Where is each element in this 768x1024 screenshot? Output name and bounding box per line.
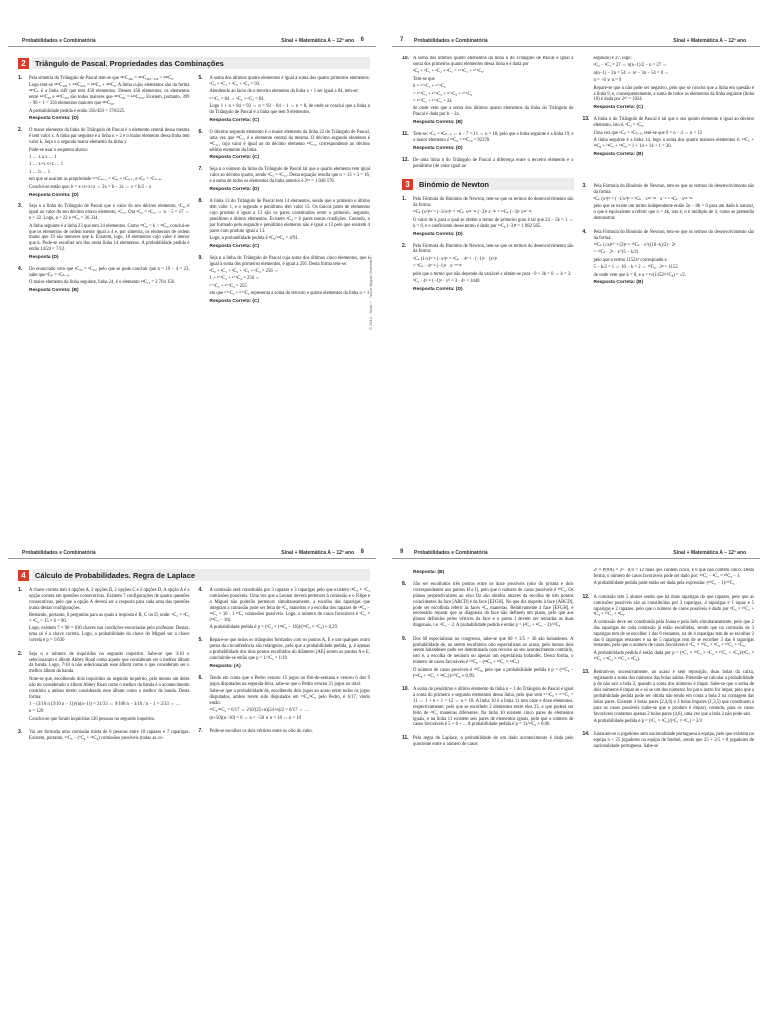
item-line: Logo, existem 7 × 90 = 630 chaves nas condições enunciadas pelo professor. Destas, uma só é a chave correta. Logo, a probabilidade da chave do Miguel ser a chave correta é p = 1/630 [29, 626, 190, 644]
item-body [210, 167, 371, 193]
solution-item [402, 568, 574, 576]
item-line: em que se usaram as propriedade ⁿ⁺¹Cₚ₊₁ = ⁿCₚ + ⁿCₚ₊₁ e ⁿCₚ = ⁿCₙ₋ₚ. [29, 177, 163, 183]
item-line: ¹⁰Cₖ (√x)¹⁰⁻ᵏ (2)ᵏ = ¹⁰Cₖ · x^((10−k)/2) · 2ᵏ [593, 242, 676, 248]
two-columns [18, 76, 370, 311]
answer-line: Resposta Correta: (D) [413, 286, 463, 292]
item-number: 13. [582, 669, 590, 676]
solution-item [583, 595, 755, 664]
item-line: Tem-se: ⁿCₚ = ⁿCₙ₋ₚ ⇔ n − 7 = 11 ⇔ n = 18, pelo que a linha seguinte é a linha 19, e o maior elemento é ¹⁹C₉ = ¹⁹C₁₀ = 92378. [413, 132, 574, 143]
column-left [402, 56, 574, 299]
item-line: pelo que o termo que não depende da variável x obtém-se para −9 + 3k = 0 ⇔ k = 3: [413, 271, 572, 277]
column-left [18, 588, 190, 749]
item-line: Seja n o número da linha do Triângulo de Pascal tal que o quarto elemento tem igual valor ao décimo quarto, sendo ⁿC₃ = ⁿC₁₃. Desta equação resulta que n = 13 + 3 = 16, e a soma de todos os elementos da linha anterior é 2¹⁵ = 1 048 576. [209, 167, 370, 185]
item-body [413, 132, 574, 152]
item-number [583, 56, 594, 111]
column-left [402, 568, 574, 758]
item-number: 1. [18, 75, 23, 81]
section-header [18, 56, 370, 70]
item-line: A comissão será constituída por 3 rapazes e 3 raparigas pelo que existem ¹⁸C₃ × ⁷C₃ comissões possíveis. Uma vez que a Leonor deverá pertencer à comissão e o Filipe e o Miguel não poderão pertencer simultaneamente, a escolha das raparigas que integram a comissão pode ser feita de ⁶C₂ maneiras e a escolha dos rapazes de ¹⁸C₃ − ¹⁶C₁ = 16 · 1 ¹⁷C₁ comissões possíveis. Logo, o número de casos favoráveis é ⁶C₂ × (¹⁸C₃ − 16). [209, 588, 370, 623]
column-right [583, 56, 755, 299]
answer-line: Resposta Correta: (D) [29, 192, 79, 198]
item-number: 12. [582, 593, 590, 600]
item-line: Logo, a probabilidade pedida é ⁴C₂/¹⁴C₂ = 4/91. [209, 235, 299, 241]
header-left-title: Probabilidades e Combinatória [414, 550, 488, 556]
item-body [594, 670, 755, 726]
solution-item [402, 197, 574, 237]
item-number: 2. [402, 242, 407, 249]
header-left-title: Probabilidades e Combinatória [22, 550, 96, 556]
item-line: O maior elemento da linha do Triângulo de Pascal é o elemento central dessa mesma é tem valor x. A linha par seguinte é a linha n + 2 e o maior elemento dessa linha tem valor k. Seja x o segundo maior elemento da linha y. [29, 128, 190, 146]
continuation-items [402, 56, 574, 171]
item-line: A probabilidade pedida é p = (²C₁ × ³C₁)/(³C₁ × ³C₁) = 2/3 [593, 718, 703, 724]
answer-line: Resposta Correta: (B) [593, 280, 644, 286]
item-body [594, 117, 755, 157]
header-left-title: Probabilidades e Combinatória [414, 38, 488, 44]
item-line: pelo que se existe um termo independente então 2n − 8k = 0 para um dado k natural, o que é equivalente a referir que n = 4k, isto é, n é múltiplo de 4, como se pretendia demonstrar. [593, 204, 754, 222]
item-line: Pela regra de Laplace, a probabilidade de um dado acontecimento é dada pelo quociente entre o número de casos [413, 735, 574, 747]
item-body [29, 730, 190, 743]
column-right [199, 588, 371, 749]
item-number: 2. [18, 650, 23, 657]
item-line: Retiram-se, sucessivamente, ao acaso e sem reposição, duas bolas da caixa, registando a soma dos números das bolas saídas. Pretende-se calcular a probabilidade p de não sair a bola 2, quando a soma dos números é ímpar. Sabe-se que a soma de dois números é ímpar se e só se um dos números for par e outro for ímpar, pelo que a probabilidade pedida pode ser obtida não tendo em conta a bola 2 na contagem das bolas pares. Existem 3 bolas pares (2,4,6) e 3 bolas ímpares (1,3,5) que constituem a para os casos possíveis (sabe-se que o produto é ímpar), contudo, para os casos favoráveis contamos apenas 2 bolas pares (4,6), uma vez que a bola 2 não pode sair. [593, 670, 754, 717]
page-6 [0, 0, 384, 512]
header-right-title: Sinal + Matemática A – 12º ano [281, 38, 354, 44]
section-items [402, 197, 574, 293]
item-line: = ⁿ⁺¹C₁ + ⁿ⁺¹C₂ + ⁿ⁺¹C₃ + ⁿ⁺¹C₃ [413, 91, 473, 97]
item-body [594, 568, 755, 589]
item-line: n = −6 ∨ n = 9 [593, 78, 622, 84]
item-number: 7. [198, 728, 203, 735]
item-line: ⁹Cₖ (x²)⁹⁻ᵏ (−1/x²)ᵏ = ⁹Cₖ · x¹⁸⁻²ᵏ · x⁻ᵏ = ⁹Cₖ · x¹⁸⁻³ᵏ [593, 197, 693, 202]
solution-item [583, 568, 755, 589]
page-9 [384, 512, 768, 1024]
page-content [402, 56, 754, 502]
solution-item [199, 130, 371, 162]
item-number: 9. [198, 254, 203, 261]
item-line: A comissão deve ser constituída pela Joana e pela Inês simultaneamente, pelo que 2 das raparigas de cada comissão já estão escolhidas, sendo que na comissão de 3 raparigas tem de se escolher 1 das 6 restantes, na de 4 raparigas tem de se escolher 2 das 6 raparigas restantes e na de 5 raparigas tem de se escolher 3 das 6 raparigas restantes, pelo que o número de casos favoráveis é ⁶C₁ × ¹⁰C₂ + ⁶C₂ × ¹⁰C₁ + ⁶C₃. [593, 619, 754, 649]
item-line: A soma dos últimos quatro elementos é igual à soma dos quatro primeiros elementos: ⁿC₀ + ⁿC₁ + ⁿC₂ + ⁿC₃ = 93. [209, 76, 370, 87]
page-8 [0, 512, 384, 1024]
item-line: = ⁿ⁺¹C₁ + ⁿ⁺¹C₂ + 2a [413, 98, 452, 104]
section-header [402, 177, 574, 191]
item-number: 3. [18, 203, 23, 210]
item-number: 11. [402, 131, 409, 138]
item-line: São ser escolhidos três pontos entre os doze possíveis (oito do prisma e dois correspondentes aos pontos H e I), pelo que o número de casos possíveis é ¹⁰C₃. Os planos perpendiculares ao eixo Oz são obtidos através da escolha de três pontos coincidentes da face [ABCD] e da face [EFGH]. No que diz respeito à face [ABCD], pode ser escolhida referir às faces ⁴C₃ maneiras. Relativamente à face [EFGH], é necessário reparar que as diagonais da face não definem um plano, pelo que aos planos definidos pelos vértices da face e o ponto I devem ser retiradas as duas diagonais, i.e. ⁴C₃ − 2. A probabilidade pedida é então p = (⁴C₃ + ⁴C₃ − 2)/¹⁰C₃ [413, 581, 574, 629]
item-line: = ¹⁰Cₖ · 2ᵏ · x^(5 − k/2) [593, 250, 639, 256]
item-body [413, 197, 574, 237]
item-line: A soma dos últimos quatro elementos da linha n do Triângulo de Pascal é igual à soma dos primeiros quatro elementos dessa linha e é dada por [413, 56, 574, 67]
solution-item [583, 117, 755, 157]
item-line: A linha seguinte é a linha 14, logo a soma dos quatro maiores elementos é: ¹⁴C₅ + ¹⁴C₆ + ¹⁴C₇ + ¹⁴C₈ = 1 + 14 + 14 + 1 = 30. [593, 137, 754, 149]
solution-item [402, 56, 574, 126]
item-body [29, 128, 190, 198]
item-line: pelo que o termo 1152x² corresponde a [593, 257, 667, 263]
section-header [18, 568, 370, 582]
item-number: 4. [198, 587, 203, 593]
section-number: 2 [18, 58, 29, 69]
solution-item [199, 676, 371, 723]
item-line: Seja n o número de inquiridos no segundo inquérito. Sabe-se que 3/10 n selecionaram o álbum Abbey Road como aquele que consideram ser o melhor álbum da banda. Logo, 7/10 n não selecionaram esse álbum como o que consideram ser o melhor álbum da banda. [29, 651, 190, 675]
two-columns [18, 588, 370, 749]
item-line: Logo 1 + n + 84 = 93 ⇔ n = 93 − 84 − 1 ⇔ n = 8, de onde se conclui que a linha n do Triângulo de Pascal é a linha que tem 9 elementos. [209, 104, 370, 116]
item-line: A probabilidade pedida é então dada por p = (⁶C₁ × ¹⁰C₂ + ⁶C₂ × ¹⁰C₁ + ⁶C₃)/(⁸C₃ × ¹⁰C₂ + ⁸C₄ × ¹⁰C₁ + ⁸C₅). [593, 650, 754, 662]
item-body [413, 687, 574, 730]
page-number: 8 [360, 549, 364, 555]
item-line: ⁿ⁺¹C₂ + ⁿ⁺¹C₄ = 255 [209, 283, 247, 289]
item-line: Pela Fórmula do Binómio de Newton, tem-se que os termos do desenvolvimento são da forma: [413, 197, 574, 208]
item-line: Vai ser formada uma comissão mista de 6 pessoas entre 18 rapazes e 7 raparigas. Existem, portanto, ²⁵C₆ − (⁷C₆ + ¹⁸C₆) comissões possíveis (todas as co- [29, 730, 190, 742]
page-content [402, 568, 754, 1014]
item-line: Conclui-se então que: b = x+z+x+z ⇔ 2x = b − 2z ⇔ x = b/2 − z [29, 184, 152, 190]
page-number: 6 [360, 37, 364, 43]
item-body [210, 199, 371, 250]
section-number: 4 [18, 570, 29, 581]
item-body [594, 732, 755, 751]
section-title: Triângulo de Pascal. Propriedades das Combinações [32, 57, 370, 69]
item-line: 5 − k/2 = 1 ⇔ 10 − k = 2 ⇔ ¹⁰C₈ · 2⁸ = 1152 [593, 265, 678, 271]
item-line: ⁿC₀ + ⁿC₁ + ⁿC₂ + ⁿC₃ + ⁿC₄ = 256 ⇔ [209, 269, 279, 275]
item-body [413, 736, 574, 749]
solution-item [18, 204, 190, 261]
item-line: Juntaram-se n jogadores sem nacionalidade portuguesa à equipa, pelo que existem no equipa n + 25 jogadores na equipa de futebol, sendo que 25 + 2/5 = 8 jogadores de nacionalidade portuguesa. Sabe-se [593, 732, 754, 750]
item-body [210, 256, 371, 305]
header-right-title: Sinal + Matemática A – 12º ano [673, 38, 746, 44]
solution-item [199, 167, 371, 193]
item-line: (n+50)(n−10) = 0 ⇔ n = −50 ∨ n = 10 ⇔ n = 10 [209, 715, 301, 721]
item-line: A probabilidade pedida pode então ser dada pela expressão: (²⁰C₃ − 1)/²⁰C₃ [593, 581, 735, 587]
solution-item [583, 670, 755, 726]
item-body [210, 76, 371, 124]
section-title: Cálculo de Probabilidades. Regra de Laplace [32, 569, 370, 581]
item-line: Seja n a linha do Triângulo de Pascal que o valor do seu décimo elemento, ⁿC₉, é igual ao valor do seu décimo oitavo elemento, ⁿC₁₇. Ora ⁿC₉ = ⁿC₁₇ ⇔ n − 5 = 17 ⇔ n = 22. Logo, n = 22 e ²²C₅ = 26 334. [29, 204, 190, 222]
item-line: O valor de k para o qual se obtém o termo de primeiro grau é tal que 24 − 5k = 1 ⇔ k = 8, e o coeficiente desse termo é dado por ¹²C₈ (−3)⁸ = 1 082 565. [413, 217, 574, 229]
item-line: O décimo segundo elemento é o maior elemento da linha 22 do Triângulo de Pascal, uma vez que ²²C₁₁ é o elemento central da mesma. O décimo segundo elemento é ²³C₁₁, cujo valor é igual ao do décimo elemento ²³C₁₂, correspondente ao décimo sétimo elemento da linha. [209, 129, 370, 153]
item-number: 9. [402, 635, 407, 642]
item-line: ⁿ⁺¹C₂ = 84 ⇔ ⁿC₁ + ⁿC₂ = 84. [209, 96, 265, 102]
item-line: de onde vem que a soma dos últimos quatro elementos da linha do Triângulo de Pascal é dada por b − 2a. [413, 106, 574, 118]
item-line: ¹²Cₖ (x²)¹²⁻ᵏ (−3/x³)ᵏ = ¹²Cₖ x²⁴⁻²ᵏ (−3)ᵏ x⁻³ᵏ = ¹²Cₖ (−3)ᵏ x²⁴⁻⁵ᵏ [413, 210, 532, 216]
item-line: A probabilidade pedida é p = (⁶C₂ × (¹⁸C₃ − 16))/(¹⁸C₃ × ⁷C₃) ≈ 0,29. [209, 624, 338, 630]
item-number: 8. [198, 198, 203, 204]
item-line: Pela Fórmula do Binómio de Newton, tem-se que os termos do desenvolvimento são da forma: [593, 183, 754, 195]
item-body [594, 184, 755, 224]
item-number: 8. [402, 580, 407, 587]
solution-item [18, 267, 190, 294]
item-number: 4. [582, 228, 587, 235]
item-body [413, 244, 574, 293]
item-number: 5. [198, 75, 203, 81]
item-line: A chave correta tem 4 opções A, 2 opções B, 2 opções C e 2 opções D. A opção A é a opção correta em questões consecutivas. Existem 7 configurações de quatro questões consecutivas, pelo que a opção A deverá ser a resposta para cada uma das questões numa destas configurações. [29, 588, 190, 611]
item-line: Pela simetria do Triângulo de Pascal tem-se que ⁴⁴⁹C₄₄₀ = ⁴⁴⁹C₄₄₉₋₄₄₀ = ⁴⁴⁹C₉. [29, 76, 175, 81]
solution-item [18, 652, 190, 724]
item-line: em que ⁿ⁺¹C₂ + ⁿ⁺¹C₄ representa a soma do terceiro e quinto elementos da linha n + 1 [209, 291, 370, 297]
section-title: Binómio de Newton [416, 178, 574, 190]
item-body [594, 56, 755, 111]
item-line: Repare-se que n não pode ser negativo, pelo que se conclui que a linha em questão é a linha 9, e, consequentemente, a soma de todos os elementos da linha seguinte (linha 10) é dada por 2¹⁰ = 1024. [593, 85, 754, 103]
solution-item [583, 732, 755, 751]
header-right-title: Sinal + Matemática A – 12º ano [281, 550, 354, 556]
item-body [210, 729, 371, 736]
copyright-side-caption [368, 257, 378, 512]
item-body [210, 638, 371, 670]
item-line: Note-se que, escolhendo dois inquiridos no segundo inquérito, pelo menos um deles não ter considerado o álbum Abbey Road como o melhor da banda é o acontecimento contrário a ambos terem considerado esse álbum como o melhor da banda. Desta forma: [29, 676, 190, 700]
item-number: 1. [18, 587, 23, 593]
item-line: Do enunciado vem que ⁿC₂₃ = ⁿC₂₅, pelo que se pode concluir que n = 19 − 4 = 23, sabe que ⁿCₚ = ⁿCₙ₋ₚ. [29, 267, 190, 278]
item-body [413, 56, 574, 126]
section-items [583, 184, 755, 287]
item-line: segundo) é 27, logo: [593, 56, 632, 61]
answer-line: Resposta: (A) [209, 663, 241, 669]
answer-line: Resposta Correta: (D) [209, 187, 260, 193]
item-number: 13. [582, 116, 590, 123]
solution-item [402, 244, 574, 293]
solution-item [199, 199, 371, 250]
item-line: = ⁹Cₖ · 4⁹⁻ᵏ (−1)ᵏ · x⁻⁹⁺³ᵏ [413, 264, 462, 270]
item-number: 11. [402, 734, 409, 741]
item-body [29, 204, 190, 261]
item-body [29, 267, 190, 294]
page-content [18, 56, 370, 502]
solution-item [199, 638, 371, 670]
answer-line: Resposta Correta: (D) [29, 116, 79, 122]
solution-item [402, 132, 574, 152]
answer-line: Resposta Correta: (B) [29, 288, 79, 294]
page-header [392, 36, 760, 47]
item-line: Sabe-se que a probabilidade de, escolhendo dois jogos ao acaso entre todos os jogos disputados, ambos terem sido disputados em ¹⁵C₂/ⁿC₂ pelo Pedro, é 6/17, vindo então: [209, 689, 370, 706]
item-line: Pode-se escolher os dois vértices entre os oito do cubo. [209, 729, 313, 735]
item-line: ⁿC₀ + ⁿC₁ + ⁿC₂ + ⁿC₃ = ⁿ⁺¹C₁ + ⁿ⁺¹C₃. [413, 69, 485, 75]
item-line: b = ⁿ⁺¹C₁ + ⁿ⁺¹C₃ [413, 84, 446, 90]
solution-item [402, 637, 574, 681]
solution-item [402, 582, 574, 631]
solution-item [402, 736, 574, 749]
item-line: A probabilidade pedida é então 356/450 = 178/225. [29, 108, 126, 114]
item-line: Dos 60 especialistas no congresso, sabe-se que 60 × 3/5 = 36 são holandeses. A probabilidade de, ao serem escolhidos oito especialistas ao acaso, pelo menos dois serem holandeses pode ser determinada com recurso ao seu acontecimento contrário, isto é, a escolha de nenhum ou apenas um especialista holandês. Desta forma, o número de casos favoráveis é ⁶⁰C₈ − (²⁴C₈ + ³⁶C₁ × ²⁴C₇) [413, 636, 574, 666]
item-number: 7. [198, 166, 203, 173]
item-body [210, 130, 371, 162]
section-number: 3 [402, 179, 413, 190]
item-number: 4. [18, 266, 23, 273]
item-number: 1. [402, 196, 407, 203]
item-line: 1 … x+z x+z … 1 [29, 162, 64, 168]
answer-line: Resposta Correta: (C) [209, 117, 260, 123]
item-line: 1 + ⁿ⁺¹C₂ + ⁿ⁺¹C₄ = 256 ⇔ [209, 276, 260, 282]
item-line: ⁹Cₖ (1/x)⁹⁻ᵏ (−x²)ᵏ = ⁹Cₖ · 4⁹⁻ᵏ · (−1)ᵏ · (x²)ᵏ [413, 256, 498, 262]
item-line: Tendo em conta que o Pedro venceu 15 jogos no fim-de-semana e venceu 6 dos 9 jogos disputados na segunda-feira, sabe-se que o Pedro venceu 21 jogos no total. [209, 675, 370, 687]
item-line: Seja n a linha do Triângulo de Pascal cuja soma dos últimos cinco elementos, que é igual à soma dos primeiros elementos, é igual a 256. Desta forma tem-se: [209, 255, 370, 267]
solution-item [402, 687, 574, 730]
answer-line: Resposta: (B) [413, 570, 445, 575]
solution-item [18, 730, 190, 743]
item-body [594, 595, 755, 664]
solution-item [18, 588, 190, 646]
answer-line: Resposta Correta: (B) [413, 120, 463, 126]
item-line: A linha n do Triângulo de Pascal é tal que o seu quinto elemento é igual ao décimo elemento, isto é, ⁿC₄ = ⁿC₉. [593, 117, 754, 129]
answer-line: Resposta Correta: (B) [593, 151, 644, 157]
item-line: ⁹C₃ · 4⁶ × (−1)³ · x⁰ = 3 · 4⁶ = 3440 [413, 279, 480, 285]
answer-line: Resposta (D) [29, 255, 59, 261]
item-body [210, 676, 371, 723]
answer-line: Resposta Correta: (C) [593, 105, 644, 111]
item-line: A linha 13 do Triângulo de Pascal tem 14 elementos, sendo que o primeiro e último têm valor 1, e o segundo e penúltimo têm valor 13. Os únicos pares de elementos cujo produto é igual a 13 são os pares constituídos entre o primeiro, segundo, penúltimo e último elementos. Existem ⁴C₂ = 6 pares nestas condições. Contudo, o par formado pelo segundo e penúltimo elemento não é igual a 13 pelo que existem 4 pares com produto igual a 13. [209, 199, 370, 234]
page-content [18, 568, 370, 1014]
two-columns [402, 56, 754, 299]
item-line: A linha seguinte é a linha 23 que tem 24 elementos. Como ²³C₀ < k < ²³C₃, conclui-se que os elementos de ordem menor igual a 4 e, por simetria, os elementos de ordem maior que 19 são menores que k. Existem, logo, 10 elementos cujo valor é menor que k. Pode-se escolher um dos nesta linha 14 elementos. A probabilidade pedida é então 14/24 = 7/12. [29, 223, 190, 253]
item-line: Tem-se que [413, 76, 435, 82]
item-line: Repare-se que todos os triângulos formados com os pontos A, E e um qualquer outro ponto da circunferência são retângulos, pelo que a probabilidade pedida, p, é apenas a probabilidade dos dois pontos escolhidos do diâmetro [AE] serem os pontos A e E, concluindo-se então que p = 1/⁵C₂ = 1/10 [209, 638, 370, 662]
item-number: 14. [582, 731, 590, 738]
item-number [402, 568, 413, 576]
item-body [413, 637, 574, 681]
bottom-spread [0, 512, 768, 1024]
solution-item [583, 230, 755, 287]
item-line: ¹⁵C₂/²¹C₂ = 6/17 ⇔ 210/(25+n)(24+n)/2 = 6/17 ⇔ … [209, 708, 310, 714]
item-number: 5. [198, 637, 203, 644]
item-number [583, 568, 594, 589]
page-header [8, 36, 376, 47]
item-body [29, 588, 190, 646]
column-right [583, 568, 755, 758]
item-line: 1 … b … 1 [29, 169, 51, 175]
solution-item [199, 256, 371, 305]
item-number: 3. [582, 182, 587, 189]
item-body [29, 652, 190, 724]
page-header [8, 548, 376, 559]
item-line: O número de casos possíveis é ⁶⁰C₈, pelo que a probabilidade pedida é p = (⁶⁰C₈ − (²⁴C₈ + ³⁶C₁ × ²⁴C₇))/⁶⁰C₈ ≈ 0,99. [413, 667, 574, 679]
item-line: Pela Fórmula do Binómio de Newton, tem-se que os termos do desenvolvimento são da forma: [413, 243, 574, 255]
solution-item [583, 56, 755, 111]
item-body [413, 582, 574, 631]
page-header [392, 548, 760, 559]
item-line: A comissão tem 5 alunos sendo que há mais raparigas do que rapazes, pelo que as comissões possíveis são as constituídas por 3 raparigas, 4 raparigas e 1 rapaz e 5 raparigas e 2 rapazes, pelo que o número de casos possíveis é dado por ⁸C₃ × ¹⁰C₂ + ⁸C₄ × ¹⁰C₁ + ⁸C₅. [593, 594, 754, 618]
solution-item [18, 76, 190, 122]
item-line: ⁿC₂ − ⁿC₁ = 27 ⇔ n(n−1)/2 − n = 27 ⇔ [593, 63, 667, 69]
answer-line: Resposta Correta: (D) [413, 231, 463, 237]
answer-line: Resposta Correta: (D) [413, 145, 463, 151]
answer-line: Resposta Correta: (C) [209, 155, 260, 161]
item-number: 10. [402, 56, 409, 61]
header-right-title: Sinal + Matemática A – 12º ano [673, 550, 746, 556]
item-number: 6. [198, 128, 203, 135]
item-line: De uma linha n do Triângulo de Pascal a diferença entre o terceiro elemento e o penúltimo (de valor igual ao [413, 157, 574, 169]
item-line: Pode-se usar o esquema abaixo [29, 147, 88, 153]
item-number: 10. [402, 686, 409, 692]
solution-item [199, 729, 371, 736]
item-line: n(n−1) − 2n = 54 ⇔ n² − 3n − 54 = 0 ⇔ [593, 70, 669, 76]
column-left [18, 76, 190, 311]
item-body [210, 588, 371, 632]
item-number: 2. [18, 127, 23, 134]
item-line: Pela Fórmula do Binómio de Newton, tem-se que os termos do desenvolvimento são da forma: [593, 229, 754, 241]
item-line: Uma vez que ⁿCₚ = ⁿCₙ₋ₚ, tem-se que 9 = n − 4 ⇔ n = 13 [593, 130, 702, 136]
item-line: 1 … x a x … 1 [29, 154, 57, 160]
page-7 [384, 0, 768, 512]
two-columns [402, 568, 754, 758]
item-line: Conclui-se que foram inquiridas 120 pessoas no segundo inquérito. [29, 716, 156, 722]
item-body [29, 76, 190, 122]
solution-item [402, 158, 574, 171]
item-line: Restando, portanto, 6 perguntas para as quais a resposta é B, C ou D, onde: ⁶C₂ × ⁴C₂ × ²C₂ = 15 × 6 = 90. [29, 613, 190, 625]
item-line: 2ⁿ × P(#A) = 2ⁿ · 0,6 = 12 mais que contém cinco, e 8 que não contém cinco. Desta forma, o número de casos favoráveis pode ser dado por: ²⁰C₃ − ⁸C₃ = ²⁰C₃ − 1. [593, 568, 754, 579]
item-line: 1 − (3/10 n (3/10 n − 1))/(n(n−1)) = 31/33 ⇔ 9/100 n − 3/10 / n − 1 = 2/33 ⇔ … [29, 701, 181, 707]
answer-line: Resposta Correta: (C) [209, 243, 260, 249]
item-body [594, 230, 755, 287]
item-line: O maior elemento da linha seguinte, linha 24, é o elemento ²⁴C₁₂ = 2 704 156. [29, 280, 176, 286]
page-number: 7 [400, 37, 404, 43]
item-line: A soma do penúltimo e último elemento da linha n + 1 do Triângulo de Pascal é igual à soma do primeiro e segundo elementos dessa linha, pelo que vem ⁿ⁺¹C₀ + ⁿ⁺¹C₁ = 11 ⇔ 1 + n + 1 = 12 ⇔ n = 10. A linha 10 é a linha 11 tem onze e doze elementos, respectivamente, pelo que se escolhem 2 elementos entre eles 23, e que poderá ser feito de ²³C₂ maneiras diferentes. Na linha 10 existem cinco pares de elementos iguais, e na linha 11 existem seis pares de elementos iguais, pelo que o número de casos favoráveis é 5 + 6 + ... A probabilidade pedida é p = 11/²³C₂ ≈ 0,06. [413, 687, 574, 728]
item-line: de onde vem que k = 8, e a = ⁸√(1152/¹⁰C₈) = √2. [593, 272, 686, 278]
solution-item [583, 184, 755, 224]
item-number: 6. [198, 674, 203, 681]
item-line: Atendendo ao facto de o terceiro elemento da linha n + 1 ser igual a 84, tem-se: [209, 89, 359, 95]
solution-item [199, 588, 371, 632]
item-number: 3. [18, 729, 23, 736]
solution-item [199, 76, 371, 124]
solution-item [18, 128, 190, 198]
continuation-items [583, 56, 755, 158]
copyright-text: © 2014 · Sinal + · Nuno Miguel Guerreiro [368, 257, 373, 330]
item-line: n = 120 [29, 709, 44, 715]
item-number: 12. [402, 156, 409, 163]
item-line: Logo tem-se ⁴⁴⁹C₄₄₉ + ⁴⁴⁹C₄₄₀ = ⁴⁴⁹C₉ + ⁴⁴⁹C₉. A linha cujos elementos são da forma ⁴⁴⁹Cₖ é a linha 449 que tem 450 elementos. Desses 450 elementos, os elementos entre ⁴⁴⁹C₉₀ e ⁴⁴⁹C₃₅₉ são todos maiores que ⁴⁴⁹C₉₀ = ⁴⁴⁹C₃₅₉. Existem, portanto, 399 − 90 + 1 = 356 elementos maiores que ⁴⁴⁹C₉₀. [29, 83, 190, 107]
header-left-title: Probabilidades e Combinatória [22, 38, 96, 44]
page-number: 9 [400, 549, 404, 555]
item-body [413, 568, 574, 576]
column-right [199, 76, 371, 311]
item-body [413, 158, 574, 171]
answer-line: Resposta Correta: (C) [209, 299, 260, 305]
